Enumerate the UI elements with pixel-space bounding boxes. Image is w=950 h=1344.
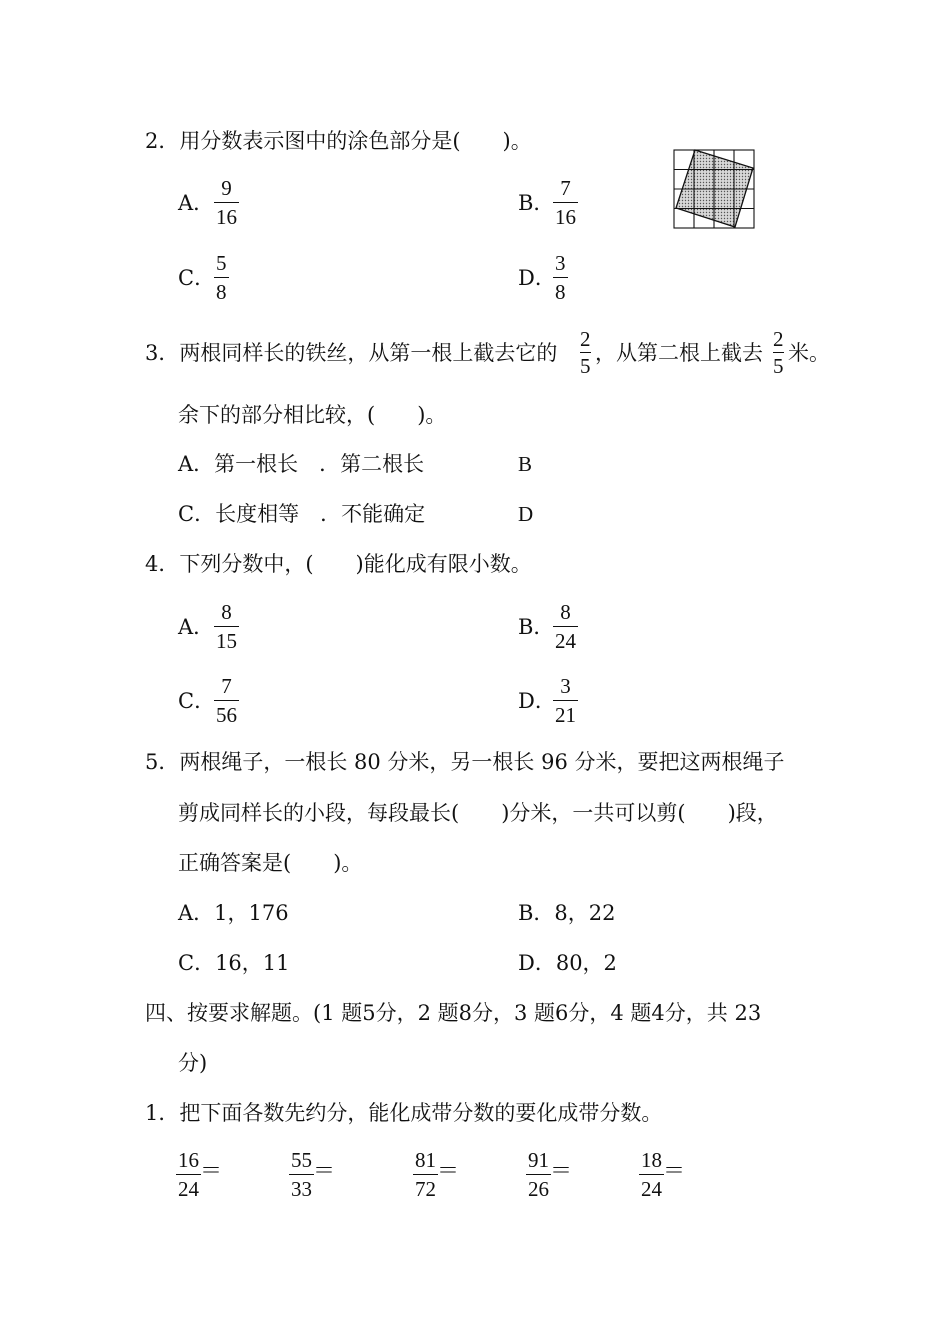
- q5-option-b[interactable]: B．8，22: [518, 901, 616, 925]
- q4-option-a-fraction: [214, 602, 239, 652]
- s4-q1-stem: 1．把下面各数先约分，能化成带分数的要化成带分数。: [145, 1101, 663, 1125]
- numerator: 3: [555, 251, 566, 275]
- q2-option-b-label[interactable]: B．: [518, 191, 555, 215]
- q2-option-c-fraction: [214, 253, 229, 303]
- numerator: 2: [580, 327, 591, 351]
- numerator: 81: [415, 1148, 436, 1172]
- q2-option-a-label[interactable]: A．: [178, 191, 215, 215]
- q3-options-row2[interactable]: C．长度相等 ．不能确定: [178, 502, 426, 526]
- q4-option-d-label[interactable]: D．: [518, 689, 556, 713]
- q2-option-c-label[interactable]: C．: [178, 266, 216, 290]
- q2-stem: 2．用分数表示图中的涂色部分是( )。: [145, 129, 532, 153]
- denominator: 8: [214, 277, 229, 303]
- q2-option-a-fraction: [214, 178, 239, 228]
- q3-options-row2-letter: D: [518, 502, 534, 526]
- equals-sign: ＝: [663, 1159, 686, 1184]
- q5-stem-line3: 正确答案是( )。: [178, 851, 363, 875]
- grid-lines: [674, 150, 754, 228]
- simplify-item-2: [289, 1150, 314, 1200]
- q3-fraction-1: [580, 329, 591, 377]
- tilted-square-grid-figure: [672, 148, 756, 230]
- numerator: 55: [291, 1148, 312, 1172]
- q4-option-d-fraction: [553, 676, 578, 726]
- simplify-item-5: [639, 1150, 664, 1200]
- denominator: 15: [214, 626, 239, 652]
- numerator: 5: [216, 251, 227, 275]
- q5-stem-line1: 5．两根绳子，一根长 80 分米，另一根长 96 分米，要把这两根绳子: [145, 750, 785, 774]
- section-4-heading-cont: 分): [178, 1051, 208, 1075]
- denominator: 21: [553, 700, 578, 726]
- q2-option-d-label[interactable]: D．: [518, 266, 556, 290]
- q4-option-b-fraction: [553, 602, 578, 652]
- denominator: 26: [526, 1174, 551, 1200]
- q4-option-c-fraction: [214, 676, 239, 726]
- q5-stem-line2: 剪成同样长的小段，每段最长( )分米，一共可以剪( )段，: [178, 801, 778, 825]
- q3-options-row1-letter: B: [518, 452, 533, 476]
- q3-fraction-2: [773, 329, 784, 377]
- q4-stem: 4．下列分数中，( )能化成有限小数。: [145, 552, 532, 576]
- denominator: 8: [553, 277, 568, 303]
- simplify-item-1: [176, 1150, 201, 1200]
- q3-stem-line2: 余下的部分相比较，( )。: [178, 403, 447, 427]
- q2-option-d-fraction: [553, 253, 568, 303]
- denominator: 33: [289, 1174, 314, 1200]
- q3-options-row1[interactable]: A．第一根长 ．第二根长: [178, 452, 425, 476]
- numerator: 3: [560, 674, 571, 698]
- numerator: 91: [528, 1148, 549, 1172]
- simplify-item-4: [526, 1150, 551, 1200]
- equals-sign: ＝: [550, 1159, 573, 1184]
- numerator: 8: [560, 600, 571, 624]
- q3-stem-part3: 米。: [788, 341, 830, 365]
- denominator: 16: [553, 202, 578, 228]
- denominator: 24: [553, 626, 578, 652]
- q3-stem-part2: ，从第二根上截去: [595, 341, 763, 365]
- equals-sign: ＝: [437, 1159, 460, 1184]
- denominator: 24: [176, 1174, 201, 1200]
- denominator: 72: [413, 1174, 438, 1200]
- numerator: 9: [221, 176, 232, 200]
- q5-option-c[interactable]: C．16，11: [178, 951, 290, 975]
- simplify-item-3: [413, 1150, 438, 1200]
- denominator: 56: [214, 700, 239, 726]
- equals-sign: ＝: [200, 1159, 223, 1184]
- q5-option-a[interactable]: A．1，176: [178, 901, 289, 925]
- q2-option-b-fraction: [553, 178, 578, 228]
- numerator: 2: [773, 327, 784, 351]
- denominator: 16: [214, 202, 239, 228]
- numerator: 18: [641, 1148, 662, 1172]
- q4-option-c-label[interactable]: C．: [178, 689, 216, 713]
- numerator: 16: [178, 1148, 199, 1172]
- q4-option-a-label[interactable]: A．: [178, 615, 215, 639]
- equals-sign: ＝: [313, 1159, 336, 1184]
- q3-stem-part1: 3．两根同样长的铁丝，从第一根上截去它的: [145, 341, 558, 365]
- numerator: 8: [221, 600, 232, 624]
- numerator: 7: [221, 674, 232, 698]
- denominator: 5: [580, 354, 591, 378]
- denominator: 24: [639, 1174, 664, 1200]
- numerator: 7: [560, 176, 571, 200]
- q4-option-b-label[interactable]: B．: [518, 615, 555, 639]
- q5-option-d[interactable]: D．80，2: [518, 951, 617, 975]
- denominator: 5: [773, 354, 784, 378]
- section-4-heading: 四、按要求解题。(1 题5分，2 题8分，3 题6分，4 题4分，共 23: [145, 1001, 762, 1025]
